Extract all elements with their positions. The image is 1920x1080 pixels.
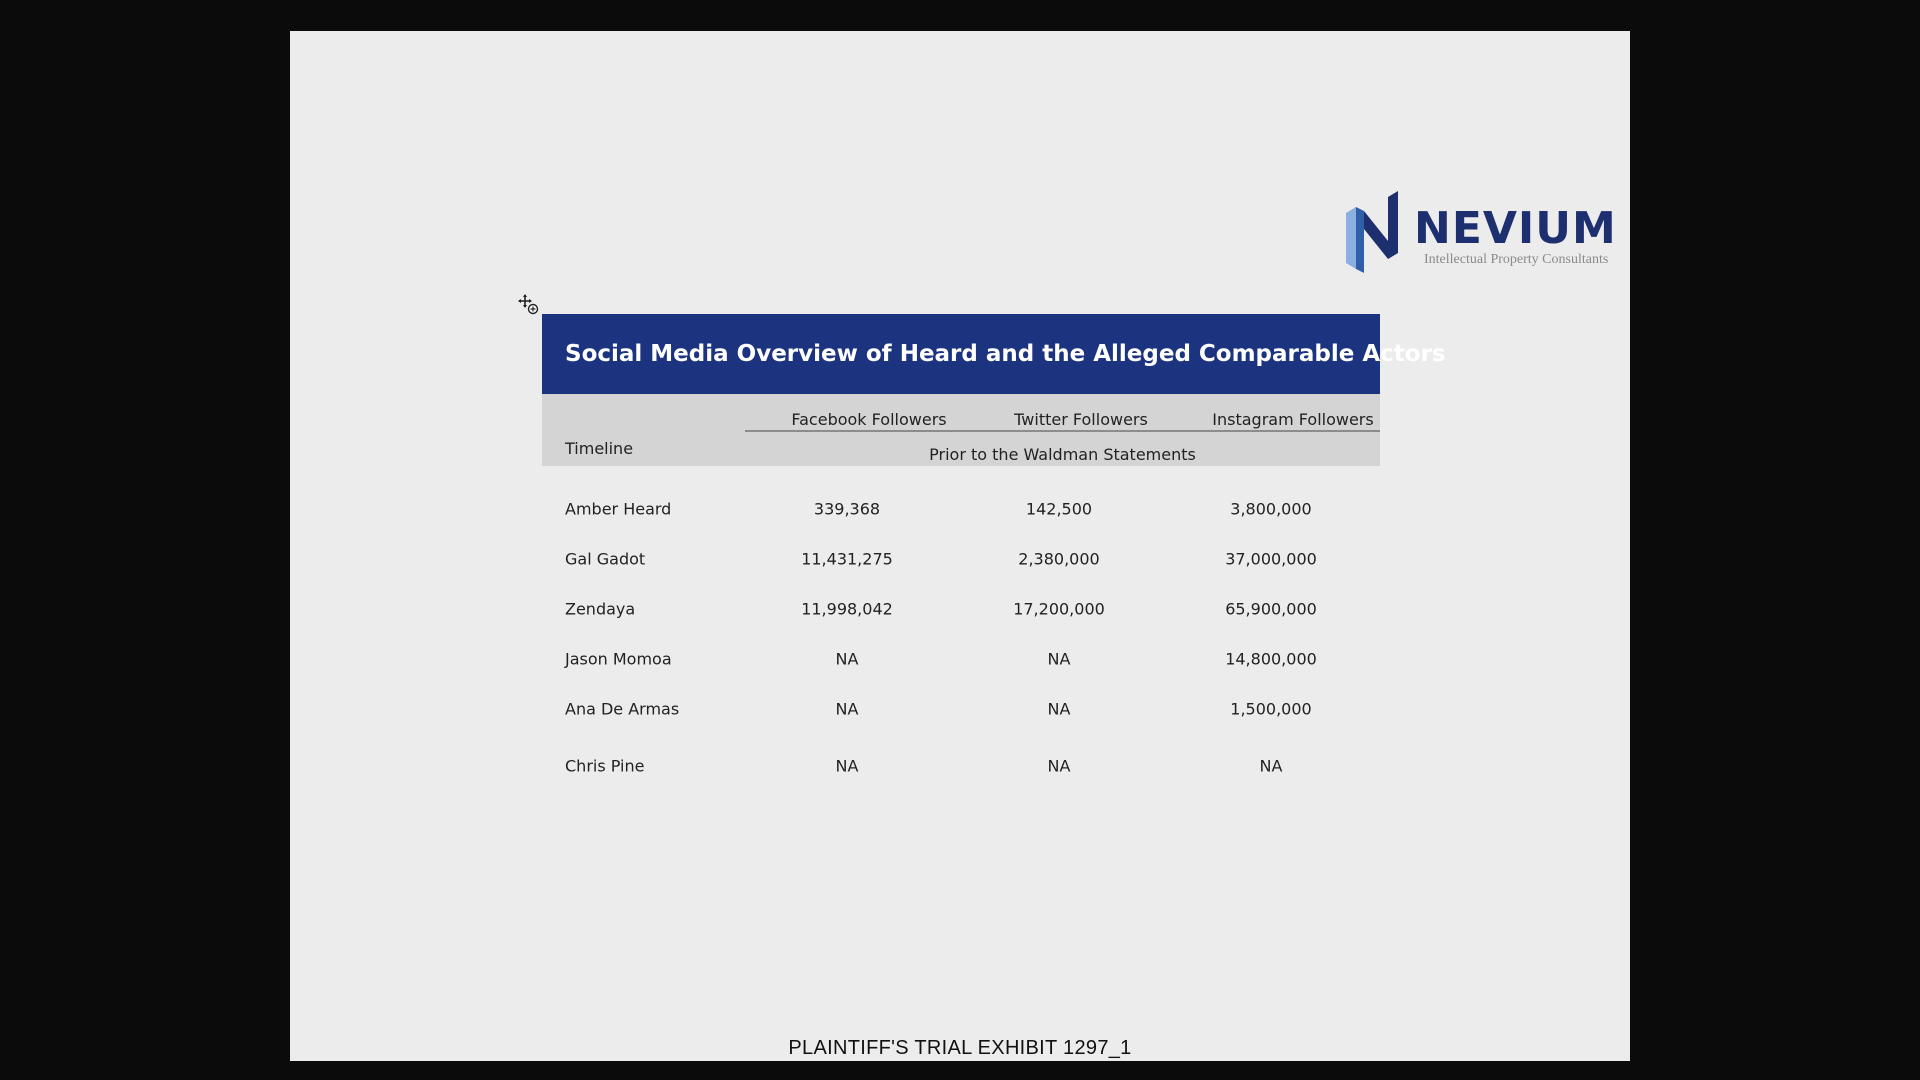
logo-wordmark: NEVIUM (1414, 203, 1617, 254)
twitter-value: NA (1047, 649, 1071, 669)
facebook-value: 11,998,042 (801, 599, 893, 619)
nevium-logo-icon (1342, 189, 1412, 275)
actor-name: Gal Gadot (565, 549, 646, 569)
exhibit-label: PLAINTIFF'S TRIAL EXHIBIT 1297_1 (788, 1037, 1132, 1059)
table-row (542, 684, 1380, 734)
move-cursor-icon (518, 294, 542, 318)
actor-name: Zendaya (565, 599, 636, 619)
instagram-value: 1,500,000 (1230, 699, 1312, 719)
table-title: Social Media Overview of Heard and the Alleged Comparable Actors (542, 314, 1380, 394)
header-period: Prior to the Waldman Statements (929, 445, 1196, 464)
twitter-value: NA (1047, 756, 1071, 776)
facebook-value: 339,368 (813, 499, 881, 519)
exhibit-slide (290, 31, 1630, 1061)
instagram-value: 14,800,000 (1225, 649, 1317, 669)
table-body (542, 466, 1380, 788)
logo-tagline: Intellectual Property Consultants (1424, 252, 1609, 267)
instagram-value: 37,000,000 (1225, 549, 1317, 569)
social-media-table (542, 314, 1446, 788)
header-facebook-followers: Facebook Followers (791, 410, 947, 429)
instagram-value: 65,900,000 (1225, 599, 1317, 619)
facebook-value: NA (835, 756, 859, 776)
table-row (542, 584, 1380, 634)
instagram-value: NA (1259, 756, 1283, 776)
header-timeline: Timeline (565, 439, 634, 458)
header-twitter-followers: Twitter Followers (1014, 410, 1148, 429)
table-row (542, 734, 1380, 788)
header-divider (745, 430, 1380, 432)
table-row (542, 484, 1380, 534)
facebook-value: 11,431,275 (801, 549, 893, 569)
instagram-value: 3,800,000 (1230, 499, 1312, 519)
facebook-value: NA (835, 699, 859, 719)
facebook-value: NA (835, 649, 859, 669)
company-logo (1342, 189, 1618, 301)
actor-name: Jason Momoa (565, 649, 672, 669)
actor-name: Ana De Armas (565, 699, 680, 719)
header-instagram-followers: Instagram Followers (1212, 410, 1374, 429)
table-row (542, 534, 1380, 584)
twitter-value: NA (1047, 699, 1071, 719)
actor-name: Amber Heard (565, 499, 672, 519)
twitter-value: 142,500 (1025, 499, 1093, 519)
twitter-value: 2,380,000 (1018, 549, 1100, 569)
actor-name: Chris Pine (565, 756, 645, 776)
table-header (542, 394, 1380, 466)
table-row (542, 634, 1380, 684)
twitter-value: 17,200,000 (1013, 599, 1105, 619)
